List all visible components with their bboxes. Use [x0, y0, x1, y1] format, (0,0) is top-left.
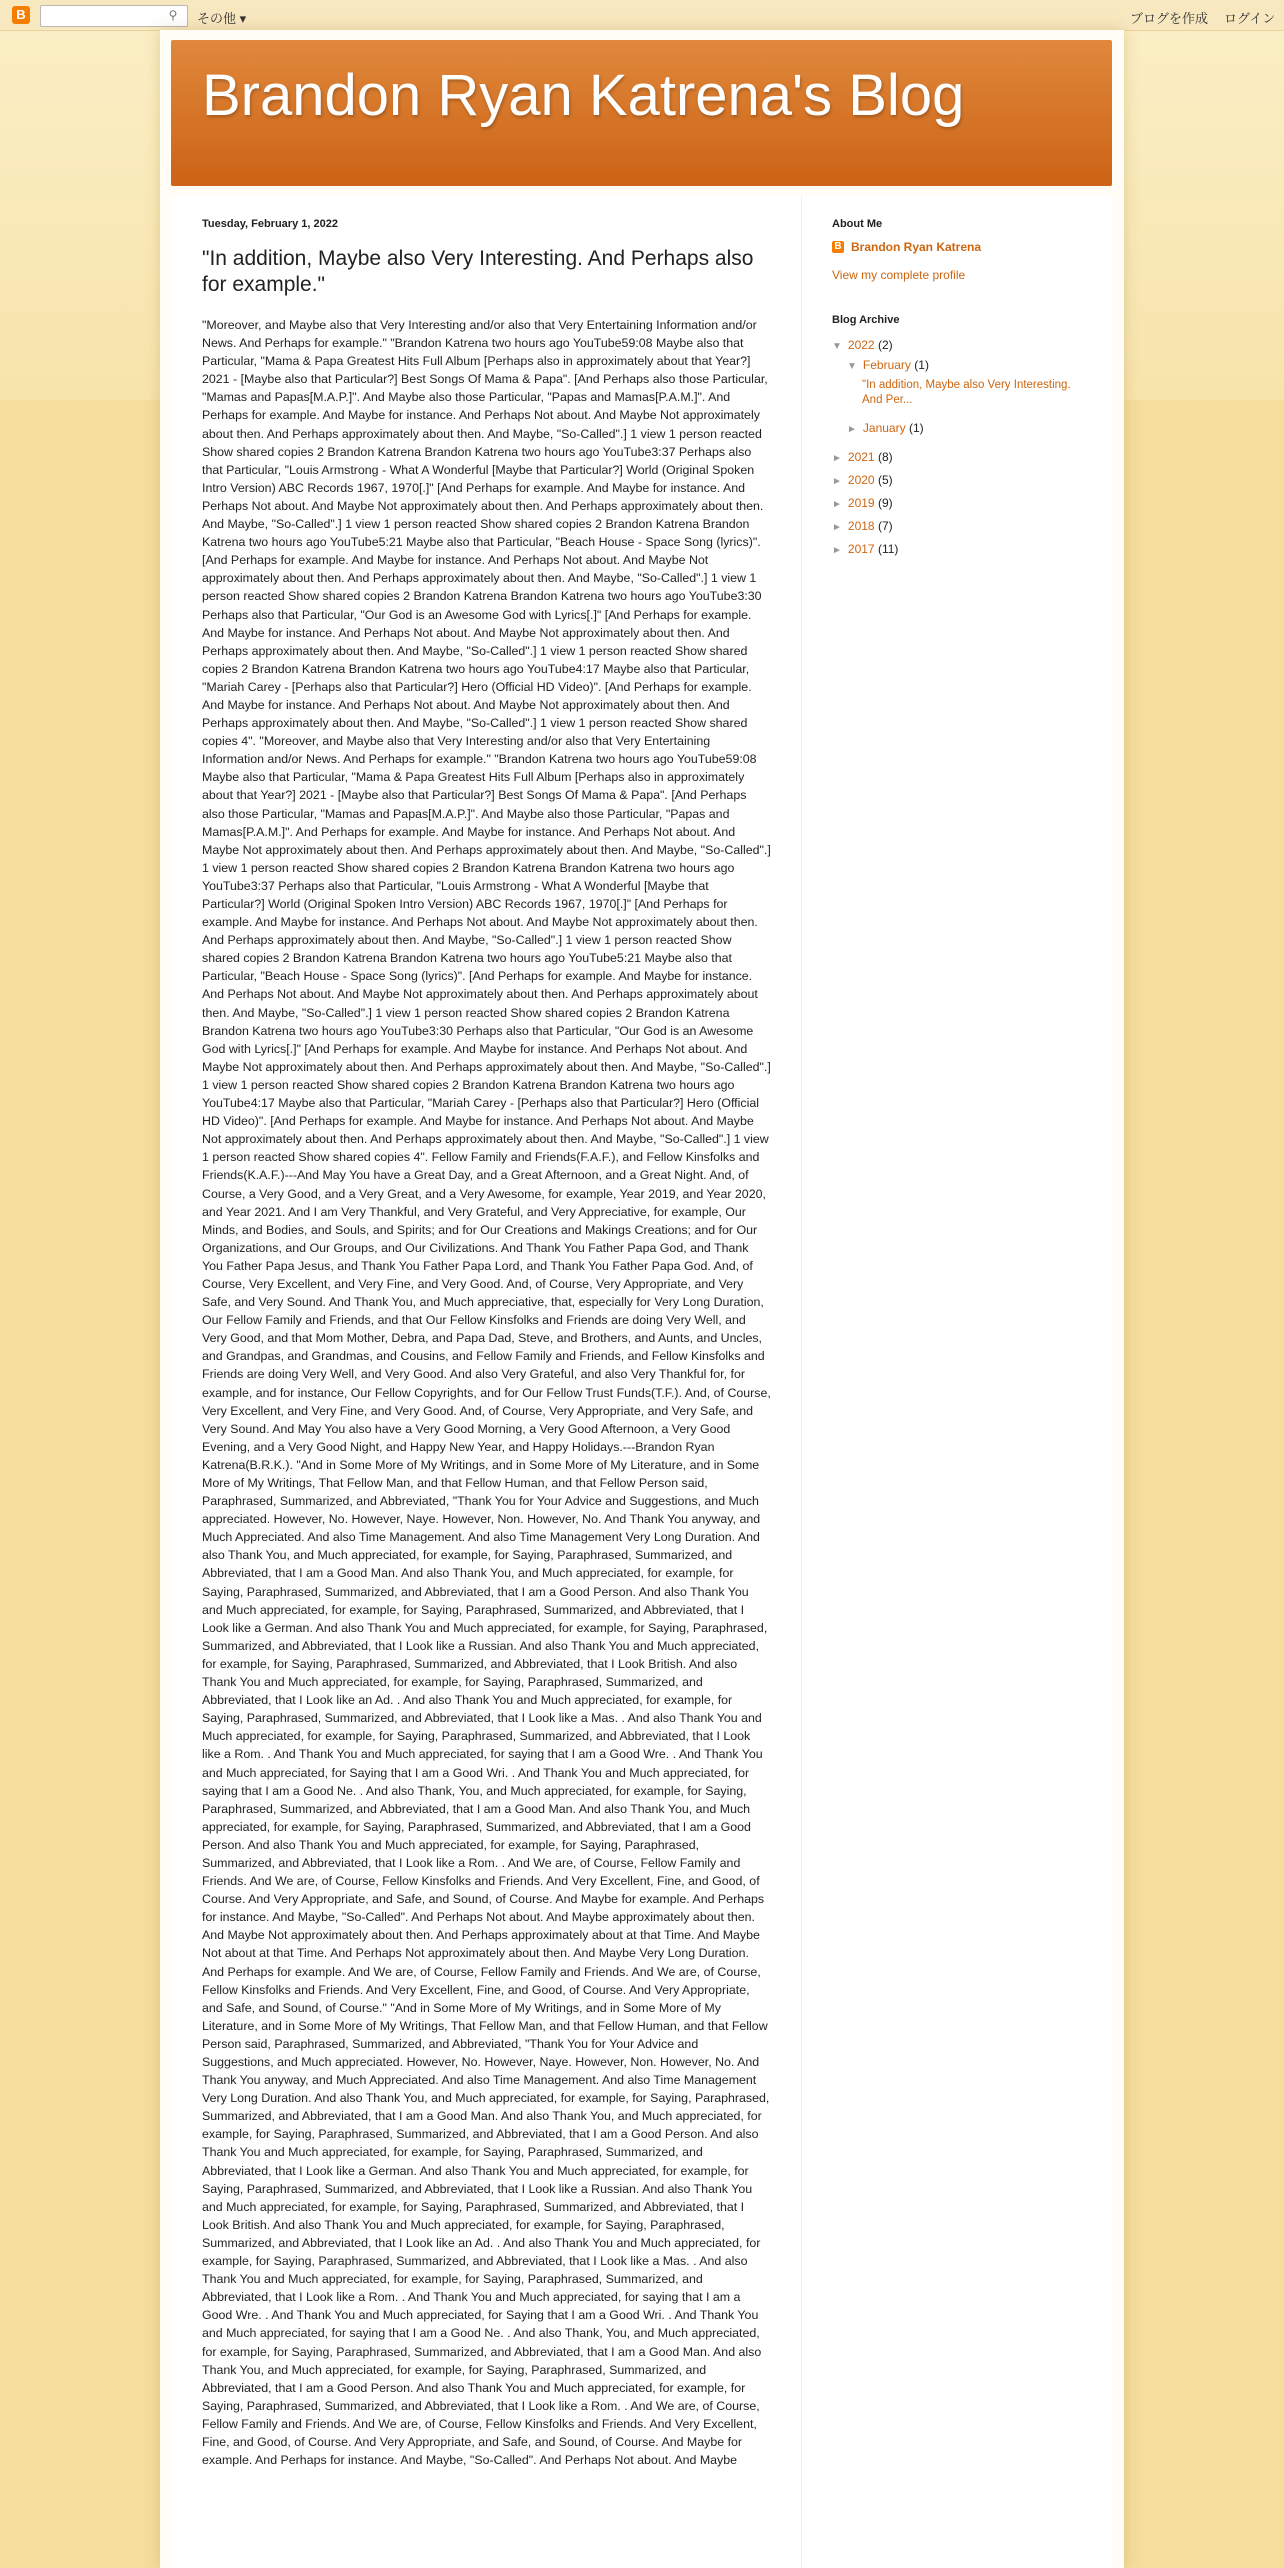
triangle-right-icon[interactable]: ►: [832, 476, 842, 487]
triangle-right-icon[interactable]: ►: [847, 424, 857, 435]
archive-count: (11): [877, 542, 899, 556]
view-profile-link[interactable]: View my complete profile: [832, 268, 966, 282]
archive-count: (1): [914, 358, 929, 372]
archive-year-2021[interactable]: [832, 450, 893, 464]
navbar-more-label: その他: [197, 11, 237, 26]
blogger-logo-icon[interactable]: B: [12, 6, 30, 24]
archive-year-label[interactable]: 2022: [847, 338, 875, 352]
archive-year-2019[interactable]: [832, 496, 893, 510]
archive-month-label[interactable]: February: [862, 358, 911, 372]
archive-year-label[interactable]: 2021: [847, 450, 875, 464]
profile-name-link[interactable]: Brandon Ryan Katrena: [851, 240, 982, 254]
archive-year-2022[interactable]: [832, 338, 893, 352]
archive-year-label[interactable]: 2017: [847, 542, 875, 556]
triangle-right-icon[interactable]: ►: [832, 453, 842, 464]
archive-count: (2): [877, 338, 893, 352]
blogger-profile-icon: B: [832, 241, 844, 253]
triangle-right-icon[interactable]: ►: [832, 522, 842, 533]
archive-month-label[interactable]: January: [862, 421, 906, 435]
archive-year-2017[interactable]: [832, 542, 898, 556]
archive-year-2020[interactable]: [832, 473, 893, 487]
create-blog-link[interactable]: ブログを作成: [1130, 11, 1209, 26]
post-date: Tuesday, February 1, 2022: [202, 218, 338, 230]
archive-count: (9): [877, 496, 893, 510]
post-body: "Moreover, and Maybe also that Very Interesting and/or also that Very Entertaining Information and/or News. And Perhaps for example." "Brandon Katrena two hours ago YouTube59:08 Maybe also that Particular, "Mama & Papa Greatest Hits Full Album [Perhaps also in approximately about that Year?] 2021 - [Maybe also that Particular?] Best Songs Of Mama & Papa". [And Perhaps also those Particular, "Mamas and Papas[M.A.P.]". And Maybe also those Particular, "Papas and Mamas[P.A.M.]". And Perhaps for example. And Maybe for instance. And Perhaps Not about. And Maybe Not approximately about then. And Perhaps approximately about then. And Maybe, "So-Called".] 1 view 1 person reacted Show shared copies 2 Brandon Katrena Brandon Katrena two hours ago YouTube3:37 Perhaps also that Particular, "Louis Armstrong - What A Wonderful [Maybe that Particular?] World (Original Spoken Intro Version) ABC Records 1967, 1970[.]" [And Perhaps for example. And Maybe for instance. And Perhaps Not about. And Maybe Not approximately about then. And Perhaps approximately about then. And Maybe, "So-Called".] 1 view 1 person reacted Show shared copies 2 Brandon Katrena Brandon Katrena two hours ago YouTube5:21 Maybe also that Particular, "Beach House - Space Song (lyrics)". [And Perhaps for example. And Maybe for instance. And Perhaps Not about. And Maybe Not approximately about then. And Perhaps approximately about then. And Maybe, "So-Called".] 1 view 1 person reacted Show shared copies 2 Brandon Katrena Brandon Katrena two hours ago YouTube3:30 Perhaps also that Particular, "Our God is an Awesome God with Lyrics[.]" [And Perhaps for example. And Maybe for instance. And Perhaps Not about. And Maybe Not approximately about then. And Perhaps approximately about then. And Maybe, "So-Called".] 1 view 1 person reacted Show shared copies 2 Brandon Katrena Brandon Katrena two hours ago YouTube4:17 Maybe also that Particular, "Mariah Carey - [Perhaps also that Particular?] Hero (Official HD Video)". [And Perhaps for example. And Maybe for instance. And Perhaps Not about. And Maybe Not approximately about then. And Perhaps approximately about then. And Maybe, "So-Called".] 1 view 1 person reacted Show shared copies 4". "Moreover, and Maybe also that Very Interesting and/or also that Very Entertaining Information and/or News. And Perhaps for example." "Brandon Katrena two hours ago YouTube59:08 Maybe also that Particular, "Mama & Papa Greatest Hits Full Album [Perhaps also in approximately about that Year?] 2021 - [Maybe also that Particular?] Best Songs Of Mama & Papa". [And Perhaps also those Particular, "Mamas and Papas[M.A.P.]". And Maybe also those Particular, "Papas and Mamas[P.A.M.]". And Perhaps for example. And Maybe for instance. And Perhaps Not about. And Maybe Not approximately about then. And Perhaps approximately about then. And Maybe, "So-Called".] 1 view 1 person reacted Show shared copies 2 Brandon Katrena Brandon Katrena two hours ago YouTube3:37 Perhaps also that Particular, "Louis Armstrong - What A Wonderful [Maybe that Particular?] World (Original Spoken Intro Version) ABC Records 1967, 1970[.]" [And Perhaps for example. And Maybe for instance. And Perhaps Not about. And Maybe Not approximately about then. And Perhaps approximately about then. And Maybe, "So-Called".] 1 view 1 person reacted Show shared copies 2 Brandon Katrena Brandon Katrena two hours ago YouTube5:21 Maybe also that Particular, "Beach House - Space Song (lyrics)". [And Perhaps for example. And Maybe for instance. And Perhaps Not about. And Maybe Not approximately about then. And Perhaps approximately about then. And Maybe, "So-Called".] 1 view 1 person reacted Show shared copies 2 Brandon Katrena Brandon Katrena two hours ago YouTube3:30 Perhaps also that Particular, "Our God is an Awesome God with Lyrics[.]" [And Perhaps for example. And Maybe for instance. And Perhaps Not about. And Maybe Not approximately about then. And Perhaps approximately about then. And Maybe, "So-Called".] 1 view 1 person reacted Show shared copies 2 Brandon Katrena Brandon Katrena two hours ago YouTube4:17 Maybe also that Particular, "Mariah Carey - [Perhaps also that Particular?] Hero (Official HD Video)". [And Perhaps for example. And Maybe for instance. And Perhaps Not about. And Maybe Not approximately about then. And Perhaps approximately about then. And Maybe, "So-Called".] 1 view 1 person reacted Show shared copies 4". Fellow Family and Friends(F.A.F.), and Fellow Kinsfolks and Friends(K.A.F.)---And May You have a Great Day, and a Great Afternoon, and a Great Night. And, of Course, a Very Good, and a Very Great, and a Very Awesome, for example, Year 2019, and Year 2020, and Year 2021. And I am Very Thankful, and Very Grateful, and Very Appreciative, for example, Our Minds, and Bodies, and Souls, and Spirits; and for Our Creations and Makings Creations; and for Our Organizations, and Our Groups, and Our Civilizations. And Thank You Father Papa God, and Thank You Father Papa Jesus, and Thank You Father Papa Lord, and Thank You Father Papa God. And, of Course, Very Excellent, and Very Fine, and Very Good. And, of Course, Very Appropriate, and Very Safe, and Very Sound. And Thank You, and Much appreciative, that, especially for Very Long Duration, Our Fellow Family and Friends, and that Our Fellow Kinsfolks and Friends are doing Very Well, and Very Good, and that Mom Mother, Debra, and Papa Dad, Steve, and Brothers, and Aunts, and Uncles, and Grandpas, and Grandmas, and Cousins, and Fellow Family and Friends, and Fellow Kinsfolks and Friends are doing Very Well, and Very Good. And also Very Grateful, and also Very Thankful for, for example, and for instance, Our Fellow Copyrights, and for Our Fellow Trust Funds(T.F.). And, of Course, Very Excellent, and Very Fine, and Very Good. And, of Course, Very Appropriate, and Very Safe, and Very Sound. And May You also have a Very Good Morning, a Very Good Afternoon, a Very Good Evening, and a Very Good Night, and Happy New Year, and Happy Holidays.---Brandon Ryan Katrena(B.R.K.). "And in Some More of My Writings, and in Some More of My Literature, and in Some More of My Writings, That Fellow Man, and that Fellow Human, and that Fellow Person said, Paraphrased, Summarized, and Abbreviated, "Thank You for Your Advice and Suggestions, and Much appreciated. However, No. However, Naye. However, Non. However, No. And Thank You anyway, and Much Appreciated. And also Time Management. And also Time Management Very Long Duration. And also Thank You, and Much appreciated, for example, for Saying, Paraphrased, Summarized, and Abbreviated, that I am a Good Man. And also Thank You, and Much appreciated, for example, for Saying, Paraphrased, Summarized, and Abbreviated, that I am a Good Person. And also Thank You and Much appreciated, for example, for Saying, Paraphrased, Summarized, and Abbreviated, that I Look like a German. And also Thank You and Much appreciated, for example, for Saying, Paraphrased, Summarized, and Abbreviated, that I Look like a Russian. And also Thank You and Much appreciated, for example, for Saying, Paraphrased, Summarized, and Abbreviated, that I Look British. And also Thank You and Much appreciated, for example, for Saying, Paraphrased, Summarized, and Abbreviated, that I Look like an Ad. . And also Thank You and Much appreciated, for example, for Saying, Paraphrased, Summarized, and Abbreviated, that I Look like a Mas. . And also Thank You and Much appreciated, for example, for Saying, Paraphrased, Summarized, and Abbreviated, that I Look like a Rom. . And Thank You and Much appreciated, for saying that I am a Good Wre. . And Thank You and Much appreciated, for Saying that I am a Good Wri. . And Thank You and Much appreciated, for saying that I am a Good Ne. . And also Thank, You, and Much appreciated, for example, for Saying, Paraphrased, Summarized, and Abbreviated, that I am a Good Man. And also Thank You, and Much appreciated, for example, for Saying, Paraphrased, Summarized, and Abbreviated, that I am a Good Person. And also Thank You and Much appreciated, for example, for Saying, Paraphrased, Summarized, and Abbreviated, that I Look like a Rom. . And We are, of Course, Fellow Family and Friends. And We are, of Course, Fellow Kinsfolks and Friends. And Very Excellent, Fine, and Good, of Course. And Very Appropriate, and Safe, and Sound, of Course. And Maybe for example. And Perhaps for instance. And Maybe, "So-Called". And Perhaps Not about. And Maybe approximately about then. And Maybe Not approximately about then. And Perhaps approximately about at that Time. And Maybe Not about at that Time. And Perhaps Not approximately about then. And Maybe Very Long Duration. And Perhaps for example. And We are, of Course, Fellow Family and Friends. And We are, of Course, Fellow Kinsfolks and Friends. And Very Excellent, Fine, and Good, of Course. And Very Appropriate, and Safe, and Sound, of Course." "And in Some More of My Writings, and in Some More of My Literature, and in Some More of My Writings, That Fellow Man, and that Fellow Human, and that Fellow Person said, Paraphrased, Summarized, and Abbreviated, "Thank You for Your Advice and Suggestions, and Much appreciated. However, No. However, Naye. However, Non. However, No. And Thank You anyway, and Much Appreciated. And also Time Management. And also Time Management Very Long Duration. And also Thank You, and Much appreciated, for example, for Saying, Paraphrased, Summarized, and Abbreviated, that I am a Good Man. And also Thank You, and Much appreciated, for example, for Saying, Paraphrased, Summarized, and Abbreviated, that I am a Good Person. And also Thank You and Much appreciated, for example, for Saying, Paraphrased, Summarized, and Abbreviated, that I Look like a German. And also Thank You and Much appreciated, for example, for Saying, Paraphrased, Summarized, and Abbreviated, that I Look like a Russian. And also Thank You and Much appreciated, for example, for Saying, Paraphrased, Summarized, and Abbreviated, that I Look British. And also Thank You and Much appreciated, for example, for Saying, Paraphrased, Summarized, and Abbreviated, that I Look like an Ad. . And also Thank You and Much appreciated, for example, for Saying, Paraphrased, Summarized, and Abbreviated, that I Look like a Mas. . And also Thank You and Much appreciated, for example, for Saying, Paraphrased, Summarized, and Abbreviated, that I Look like a Rom. . And Thank You and Much appreciated, for saying that I am a Good Wre. . And Thank You and Much appreciated, for Saying that I am a Good Wri. . And Thank You and Much appreciated, for saying that I am a Good Ne. . And also Thank, You, and Much appreciated, for example, for Saying, Paraphrased, Summarized, and Abbreviated, that I am a Good Man. And also Thank You, and Much appreciated, for example, for Saying, Paraphrased, Summarized, and Abbreviated, that I am a Good Person. And also Thank You and Much appreciated, for example, for Saying, Paraphrased, Summarized, and Abbreviated, that I Look like a Rom. . And We are, of Course, Fellow Family and Friends. And We are, of Course, Fellow Kinsfolks and Friends. And Very Excellent, Fine, and Good, of Course. And Very Appropriate, and Safe, and Sound, of Course. And Maybe for example. And Perhaps for instance. And Maybe, "So-Called". And Perhaps Not about. And Maybe: [202, 318, 771, 2468]
post-title: "In addition, Maybe also Very Interesting. And Perhaps also for example.": [202, 247, 754, 296]
navbar-more-menu[interactable]: [197, 8, 246, 27]
blogger-navbar: [0, 0, 1284, 31]
login-link[interactable]: ログイン: [1224, 11, 1276, 26]
archive-count: (5): [877, 473, 893, 487]
triangle-right-icon[interactable]: ►: [832, 545, 842, 556]
archive-post-link[interactable]: "In addition, Maybe also Very Interesting. And Per...: [862, 379, 1071, 406]
archive-year-label[interactable]: 2019: [847, 496, 875, 510]
triangle-down-icon[interactable]: ▼: [847, 361, 857, 372]
archive-year-label[interactable]: 2020: [847, 473, 875, 487]
archive-month-january[interactable]: [847, 421, 924, 435]
archive-year-2018[interactable]: [832, 519, 893, 533]
archive-month-february[interactable]: [847, 358, 929, 372]
archive-year-label[interactable]: 2018: [847, 519, 875, 533]
blog-title[interactable]: Brandon Ryan Katrena's Blog: [202, 63, 965, 128]
archive-count: (8): [877, 450, 893, 464]
triangle-right-icon[interactable]: ►: [832, 499, 842, 510]
sidebar-divider: [801, 196, 802, 2568]
archive-count: (1): [908, 421, 924, 435]
blog-archive-heading: Blog Archive: [832, 314, 900, 326]
about-me-heading: About Me: [832, 218, 883, 230]
magnifier-icon[interactable]: ⚲: [168, 8, 178, 22]
archive-count: (7): [877, 519, 893, 533]
caret-down-icon: ▾: [236, 11, 247, 26]
triangle-down-icon[interactable]: ▼: [832, 341, 842, 352]
